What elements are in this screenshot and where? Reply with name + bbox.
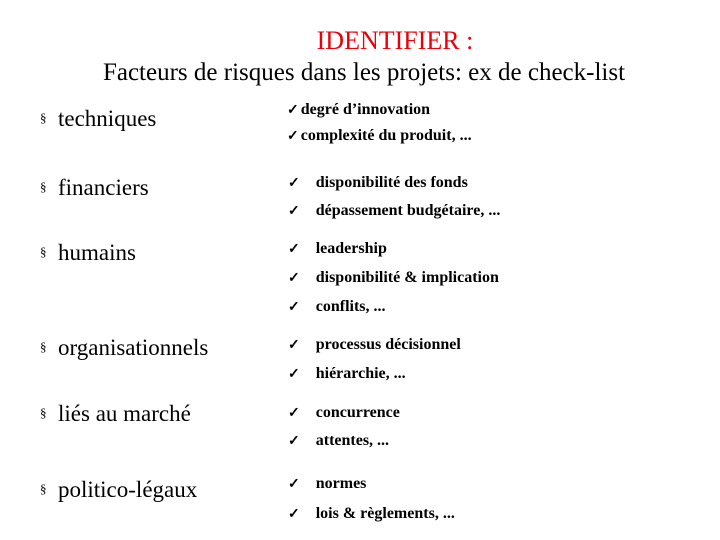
checkmark-icon: ✓ (288, 204, 300, 219)
factor-label: techniques (58, 106, 157, 131)
checkmark-icon: ✓ (288, 477, 300, 492)
checklist-item (288, 298, 386, 316)
checkmark-icon: ✓ (288, 338, 300, 353)
checklist-item (288, 505, 455, 523)
checklist-item (288, 432, 389, 450)
checkmark-icon: ✓ (287, 129, 299, 144)
checklist-item-text: processus décisionnel (315, 336, 461, 353)
checklist-item-text: dépassement budgétaire, ... (315, 202, 501, 219)
checkmark-icon: ✓ (288, 176, 300, 191)
checklist-item-text: complexité du produit, ... (300, 127, 472, 144)
checkmark-icon: ✓ (288, 406, 300, 421)
checklist-item (288, 240, 387, 258)
checklist-item-text: leadership (315, 240, 387, 257)
checkmark-icon: ✓ (287, 103, 299, 118)
slide-title-line1: IDENTIFIER : (316, 26, 474, 55)
checklist-item (288, 174, 468, 192)
factor-label: liés au marché (58, 401, 191, 426)
square-bullet-icon: § (40, 243, 47, 259)
checkmark-icon: ✓ (288, 507, 300, 522)
slide-title-line2: Facteurs de risques dans les projets: ex de check-list (102, 59, 626, 86)
checkmark-icon: ✓ (288, 271, 300, 286)
checklist-item (287, 127, 472, 145)
factor-techniques (40, 106, 156, 132)
factor-label: organisationnels (58, 335, 209, 360)
factor-label: financiers (58, 175, 149, 200)
checklist-item (288, 202, 500, 220)
checklist-item-text: hiérarchie, ... (315, 365, 406, 382)
checklist-item-text: disponibilité & implication (315, 269, 499, 286)
checklist-item-text: concurrence (315, 404, 400, 421)
factor-organisationnels (40, 335, 208, 361)
checkmark-icon: ✓ (288, 242, 300, 257)
checkmark-icon: ✓ (288, 434, 300, 449)
factor-lies-au-marche (40, 401, 191, 427)
square-bullet-icon: § (40, 178, 47, 194)
checklist-item (288, 269, 499, 287)
checkmark-icon: ✓ (288, 300, 300, 315)
checkmark-icon: ✓ (288, 367, 300, 382)
checklist-item-text: degré d’innovation (300, 101, 431, 118)
factor-label: politico-légaux (58, 477, 198, 502)
factor-politico-legaux (40, 477, 197, 503)
checklist-item (288, 336, 461, 354)
square-bullet-icon: § (40, 338, 47, 354)
checklist-item-text: disponibilité des fonds (315, 174, 468, 191)
factor-label: humains (58, 240, 136, 265)
factor-financiers (40, 175, 149, 201)
square-bullet-icon: § (40, 109, 47, 125)
checklist-item-text: attentes, ... (315, 432, 390, 449)
square-bullet-icon: § (40, 404, 47, 420)
factor-humains (40, 240, 136, 266)
checklist-item (287, 101, 430, 119)
checklist-item (288, 365, 406, 383)
checklist-item-text: conflits, ... (315, 298, 386, 315)
checklist-item-text: normes (315, 475, 367, 492)
checklist-item (288, 404, 400, 422)
checklist-item (288, 475, 366, 493)
square-bullet-icon: § (40, 480, 47, 496)
checklist-item-text: lois & règlements, ... (315, 505, 455, 522)
